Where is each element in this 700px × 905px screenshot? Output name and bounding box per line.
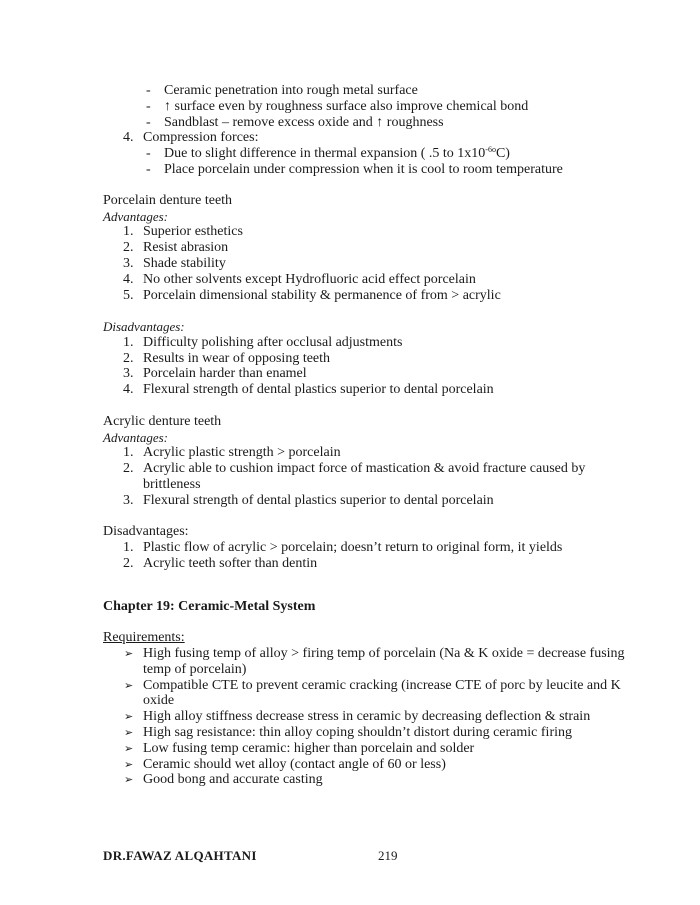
requirement-text: Good bong and accurate casting bbox=[143, 772, 323, 787]
list-item-text: Acrylic able to cushion impact force of mastication & avoid fracture caused by bbox=[143, 461, 586, 476]
list-item-text: Porcelain harder than enamel bbox=[143, 366, 307, 381]
list-item-text: Difficulty polishing after occlusal adjustments bbox=[143, 335, 403, 350]
arrow-bullet-icon: ➢ bbox=[124, 774, 134, 786]
list-item-continuation: brittleness bbox=[143, 477, 201, 492]
requirements-label: Requirements: bbox=[103, 630, 185, 645]
advantages-label: Advantages: bbox=[103, 209, 168, 224]
list-item-text: Shade stability bbox=[143, 256, 226, 271]
list-item-text: Resist abrasion bbox=[143, 240, 229, 255]
list-number: 1. bbox=[123, 224, 134, 239]
disadvantages-label: Disadvantages: bbox=[103, 524, 189, 539]
advantages-label: Advantages: bbox=[103, 430, 168, 445]
requirement-continuation: oxide bbox=[143, 693, 175, 708]
list-item-text: Acrylic plastic strength > porcelain bbox=[143, 445, 341, 460]
bullet-text-unit: C) bbox=[495, 146, 510, 161]
bullet-text: Ceramic penetration into rough metal surface bbox=[164, 83, 418, 98]
list-number: 1. bbox=[123, 335, 134, 350]
list-number: 1. bbox=[123, 445, 134, 460]
list-item-text: Porcelain dimensional stability & permanence of from > acrylic bbox=[143, 288, 501, 303]
list-item-text: Compression forces: bbox=[143, 130, 259, 145]
list-number: 5. bbox=[123, 288, 134, 303]
arrow-bullet-icon: ➢ bbox=[124, 743, 134, 755]
list-item-text: Results in wear of opposing teeth bbox=[143, 351, 331, 366]
list-number: 3. bbox=[123, 366, 134, 381]
arrow-bullet-icon: ➢ bbox=[124, 711, 134, 723]
bullet-text: Sandblast – remove excess oxide and ↑ roughness bbox=[164, 115, 444, 130]
requirement-text: High sag resistance: thin alloy coping shouldn’t distort during ceramic firing bbox=[143, 725, 572, 740]
dash-bullet: - bbox=[146, 146, 151, 161]
list-item-text: No other solvents except Hydrofluoric acid effect porcelain bbox=[143, 272, 476, 287]
bullet-text: ↑ surface even by roughness surface also improve chemical bond bbox=[164, 99, 529, 114]
disadvantages-label: Disadvantages: bbox=[103, 319, 185, 334]
bullet-text: Place porcelain under compression when it is cool to room temperature bbox=[164, 162, 563, 177]
list-item-text: Plastic flow of acrylic > porcelain; doesn’t return to original form, it yields bbox=[143, 540, 563, 555]
requirement-text: Ceramic should wet alloy (contact angle of 60 or less) bbox=[143, 757, 446, 772]
list-number: 4. bbox=[123, 130, 134, 145]
list-item-text: Flexural strength of dental plastics superior to dental porcelain bbox=[143, 493, 494, 508]
dash-bullet: - bbox=[146, 115, 151, 130]
section-heading: Porcelain denture teeth bbox=[103, 193, 233, 208]
page-number: 219 bbox=[378, 848, 398, 863]
list-item-text: Acrylic teeth softer than dentin bbox=[143, 556, 318, 571]
arrow-bullet-icon: ➢ bbox=[124, 727, 134, 739]
list-number: 2. bbox=[123, 351, 134, 366]
arrow-bullet-icon: ➢ bbox=[124, 759, 134, 771]
list-number: 2. bbox=[123, 240, 134, 255]
footer-author: DR.FAWAZ ALQAHTANI bbox=[103, 848, 257, 863]
list-number: 2. bbox=[123, 461, 134, 476]
dash-bullet: - bbox=[146, 99, 151, 114]
requirement-text: Compatible CTE to prevent ceramic cracking (increase CTE of porc by leucite and K bbox=[143, 678, 621, 693]
bullet-text bbox=[164, 146, 510, 162]
dash-bullet: - bbox=[146, 162, 151, 177]
requirement-text: High alloy stiffness decrease stress in ceramic by decreasing deflection & strain bbox=[143, 709, 591, 724]
requirement-text: Low fusing temp ceramic: higher than porcelain and solder bbox=[143, 741, 475, 756]
list-number: 2. bbox=[123, 556, 134, 571]
section-heading: Acrylic denture teeth bbox=[103, 414, 222, 429]
dash-bullet: - bbox=[146, 83, 151, 98]
list-number: 4. bbox=[123, 272, 134, 287]
list-number: 3. bbox=[123, 493, 134, 508]
chapter-title: Chapter 19: Ceramic-Metal System bbox=[103, 599, 316, 614]
list-number: 4. bbox=[123, 382, 134, 397]
list-number: 1. bbox=[123, 540, 134, 555]
arrow-bullet-icon: ➢ bbox=[124, 680, 134, 692]
requirement-continuation: temp of porcelain) bbox=[143, 662, 247, 677]
requirement-text: High fusing temp of alloy > firing temp of porcelain (Na & K oxide = decrease fusing bbox=[143, 646, 625, 661]
superscript-exponent: -6o bbox=[485, 145, 496, 154]
list-item-text: Flexural strength of dental plastics superior to dental porcelain bbox=[143, 382, 494, 397]
list-item-text: Superior esthetics bbox=[143, 224, 243, 239]
list-number: 3. bbox=[123, 256, 134, 271]
arrow-bullet-icon: ➢ bbox=[124, 648, 134, 660]
bullet-text-main: Due to slight difference in thermal expansion ( .5 to 1x10 bbox=[164, 146, 486, 161]
